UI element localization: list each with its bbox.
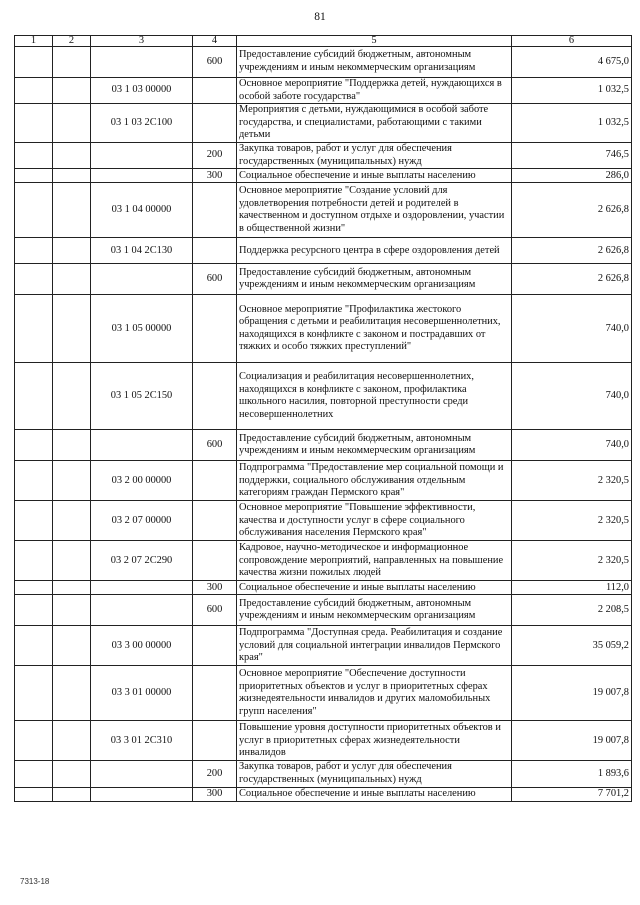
target-code-cell: 03 1 05 00000	[91, 295, 193, 363]
description-cell: Предоставление субсидий бюджетным, автономным учреждениям и иным некоммерческим организациям	[237, 47, 512, 78]
column-1-cell	[15, 787, 53, 801]
amount-cell: 746,5	[512, 143, 632, 169]
description-cell: Основное мероприятие "Обеспечение доступности приоритетных объектов и услуг в приоритетных сферах жизнедеятельности инвалидов и других маломобильных групп населения"	[237, 666, 512, 721]
table-row	[15, 143, 632, 169]
expense-type-cell: 200	[193, 761, 237, 787]
table-row	[15, 581, 632, 595]
target-code-cell	[91, 581, 193, 595]
column-1-cell	[15, 363, 53, 430]
description-cell: Предоставление субсидий бюджетным, автономным учреждениям и иным некоммерческим организациям	[237, 264, 512, 295]
amount-cell: 2 320,5	[512, 461, 632, 501]
column-2-cell	[53, 501, 91, 541]
column-1-cell	[15, 264, 53, 295]
table-row	[15, 363, 632, 430]
column-2-cell	[53, 761, 91, 787]
target-code-cell: 03 2 00 00000	[91, 461, 193, 501]
amount-cell: 19 007,8	[512, 721, 632, 761]
description-cell: Предоставление субсидий бюджетным, автономным учреждениям и иным некоммерческим организациям	[237, 595, 512, 626]
footer-code: 7313-18	[20, 877, 50, 886]
expense-type-cell: 300	[193, 787, 237, 801]
column-1-cell	[15, 595, 53, 626]
amount-cell: 2 626,8	[512, 183, 632, 238]
description-cell: Кадровое, научно-методическое и информационное сопровождение мероприятий, направленных на повышение качества жизни пожилых людей	[237, 541, 512, 581]
amount-cell: 4 675,0	[512, 47, 632, 78]
expense-type-cell	[193, 183, 237, 238]
expense-type-cell: 600	[193, 47, 237, 78]
description-cell: Закупка товаров, работ и услуг для обеспечения государственных (муниципальных) нужд	[237, 143, 512, 169]
column-header-3: 3	[91, 36, 193, 47]
column-2-cell	[53, 430, 91, 461]
target-code-cell: 03 1 05 2С150	[91, 363, 193, 430]
amount-cell: 2 626,8	[512, 264, 632, 295]
expense-type-cell: 600	[193, 595, 237, 626]
table-row	[15, 461, 632, 501]
column-2-cell	[53, 461, 91, 501]
description-cell: Социальное обеспечение и иные выплаты населению	[237, 581, 512, 595]
table-row	[15, 501, 632, 541]
table-row	[15, 78, 632, 104]
target-code-cell: 03 1 04 2С130	[91, 238, 193, 264]
column-2-cell	[53, 363, 91, 430]
column-1-cell	[15, 183, 53, 238]
header-row	[15, 36, 632, 47]
column-1-cell	[15, 238, 53, 264]
column-1-cell	[15, 461, 53, 501]
amount-cell: 2 626,8	[512, 238, 632, 264]
amount-cell: 112,0	[512, 581, 632, 595]
description-cell: Основное мероприятие "Поддержка детей, нуждающихся в особой заботе государства"	[237, 78, 512, 104]
description-cell: Социализация и реабилитация несовершеннолетних, находящихся в конфликте с законом, профилактика школьного насилия, повторной преступности среди несовершеннолетних	[237, 363, 512, 430]
target-code-cell: 03 2 07 00000	[91, 501, 193, 541]
target-code-cell	[91, 430, 193, 461]
table-row	[15, 169, 632, 183]
column-header-6: 6	[512, 36, 632, 47]
column-1-cell	[15, 295, 53, 363]
description-cell: Основное мероприятие "Повышение эффективности, качества и доступности услуг в сфере социального обслуживания населения Пермского края"	[237, 501, 512, 541]
column-2-cell	[53, 183, 91, 238]
expense-type-cell	[193, 501, 237, 541]
table-row	[15, 183, 632, 238]
column-2-cell	[53, 721, 91, 761]
target-code-cell	[91, 264, 193, 295]
expense-type-cell: 600	[193, 430, 237, 461]
column-2-cell	[53, 787, 91, 801]
target-code-cell: 03 1 03 00000	[91, 78, 193, 104]
target-code-cell	[91, 595, 193, 626]
table-row	[15, 761, 632, 787]
table-row	[15, 47, 632, 78]
column-header-1: 1	[15, 36, 53, 47]
column-2-cell	[53, 295, 91, 363]
target-code-cell	[91, 47, 193, 78]
amount-cell: 35 059,2	[512, 626, 632, 666]
expense-type-cell	[193, 78, 237, 104]
expense-type-cell: 300	[193, 581, 237, 595]
column-header-2: 2	[53, 36, 91, 47]
column-1-cell	[15, 78, 53, 104]
column-1-cell	[15, 581, 53, 595]
column-2-cell	[53, 626, 91, 666]
expense-type-cell: 300	[193, 169, 237, 183]
description-cell: Подпрограмма "Предоставление мер социальной помощи и поддержки, социального обслуживания отдельным категориям граждан Пермского края"	[237, 461, 512, 501]
table-row	[15, 295, 632, 363]
amount-cell: 740,0	[512, 363, 632, 430]
table-row	[15, 264, 632, 295]
description-cell: Повышение уровня доступности приоритетных объектов и услуг в приоритетных сферах жизнедеятельности инвалидов	[237, 721, 512, 761]
column-1-cell	[15, 626, 53, 666]
target-code-cell	[91, 787, 193, 801]
target-code-cell: 03 3 00 00000	[91, 626, 193, 666]
expense-type-cell	[193, 295, 237, 363]
description-cell: Подпрограмма "Доступная среда. Реабилитация и создание условий для социальной интеграции инвалидов Пермского края"	[237, 626, 512, 666]
expense-type-cell	[193, 541, 237, 581]
column-header-5: 5	[237, 36, 512, 47]
column-2-cell	[53, 581, 91, 595]
target-code-cell: 03 1 03 2С100	[91, 104, 193, 143]
table-row	[15, 626, 632, 666]
target-code-cell	[91, 143, 193, 169]
expense-type-cell	[193, 104, 237, 143]
column-1-cell	[15, 430, 53, 461]
column-1-cell	[15, 501, 53, 541]
expense-type-cell	[193, 666, 237, 721]
table-row	[15, 595, 632, 626]
amount-cell: 2 320,5	[512, 541, 632, 581]
column-2-cell	[53, 78, 91, 104]
column-1-cell	[15, 666, 53, 721]
page-number: 81	[314, 11, 326, 23]
description-cell: Социальное обеспечение и иные выплаты населению	[237, 169, 512, 183]
target-code-cell: 03 1 04 00000	[91, 183, 193, 238]
table-row	[15, 430, 632, 461]
amount-cell: 2 208,5	[512, 595, 632, 626]
amount-cell: 2 320,5	[512, 501, 632, 541]
description-cell: Поддержка ресурсного центра в сфере оздоровления детей	[237, 238, 512, 264]
target-code-cell: 03 3 01 2С310	[91, 721, 193, 761]
column-1-cell	[15, 104, 53, 143]
description-cell: Мероприятия с детьми, нуждающимися в особой заботе государства, и специалистами, работающими с такими детьми	[237, 104, 512, 143]
description-cell: Основное мероприятие "Профилактика жестокого обращения с детьми и реабилитация несовершеннолетних, находящихся в конфликте с законом и пострадавших от тяжких и особо тяжких преступлений"	[237, 295, 512, 363]
column-1-cell	[15, 541, 53, 581]
column-2-cell	[53, 104, 91, 143]
amount-cell: 740,0	[512, 430, 632, 461]
table-row	[15, 541, 632, 581]
table-row	[15, 238, 632, 264]
column-1-cell	[15, 721, 53, 761]
expense-type-cell: 600	[193, 264, 237, 295]
amount-cell: 7 701,2	[512, 787, 632, 801]
amount-cell: 1 032,5	[512, 104, 632, 143]
amount-cell: 19 007,8	[512, 666, 632, 721]
expense-type-cell	[193, 626, 237, 666]
column-1-cell	[15, 143, 53, 169]
table-row	[15, 787, 632, 801]
target-code-cell	[91, 169, 193, 183]
column-1-cell	[15, 761, 53, 787]
table-row	[15, 721, 632, 761]
description-cell: Предоставление субсидий бюджетным, автономным учреждениям и иным некоммерческим организациям	[237, 430, 512, 461]
column-2-cell	[53, 541, 91, 581]
column-2-cell	[53, 47, 91, 78]
target-code-cell: 03 2 07 2С290	[91, 541, 193, 581]
table-row	[15, 104, 632, 143]
column-2-cell	[53, 169, 91, 183]
target-code-cell: 03 3 01 00000	[91, 666, 193, 721]
expense-type-cell	[193, 721, 237, 761]
description-cell: Социальное обеспечение и иные выплаты населению	[237, 787, 512, 801]
amount-cell: 286,0	[512, 169, 632, 183]
description-cell: Основное мероприятие "Создание условий для удовлетворения потребности детей и родителей в качественном и доступном отдыхе и оздоровлении, участии в общественной жизни"	[237, 183, 512, 238]
column-1-cell	[15, 169, 53, 183]
target-code-cell	[91, 761, 193, 787]
column-2-cell	[53, 666, 91, 721]
amount-cell: 740,0	[512, 295, 632, 363]
column-2-cell	[53, 143, 91, 169]
table-row	[15, 666, 632, 721]
column-2-cell	[53, 264, 91, 295]
amount-cell: 1 893,6	[512, 761, 632, 787]
column-2-cell	[53, 238, 91, 264]
expense-type-cell: 200	[193, 143, 237, 169]
expense-type-cell	[193, 363, 237, 430]
column-2-cell	[53, 595, 91, 626]
expense-type-cell	[193, 238, 237, 264]
description-cell: Закупка товаров, работ и услуг для обеспечения государственных (муниципальных) нужд	[237, 761, 512, 787]
column-1-cell	[15, 47, 53, 78]
amount-cell: 1 032,5	[512, 78, 632, 104]
budget-table	[14, 35, 632, 802]
expense-type-cell	[193, 461, 237, 501]
column-header-4: 4	[193, 36, 237, 47]
